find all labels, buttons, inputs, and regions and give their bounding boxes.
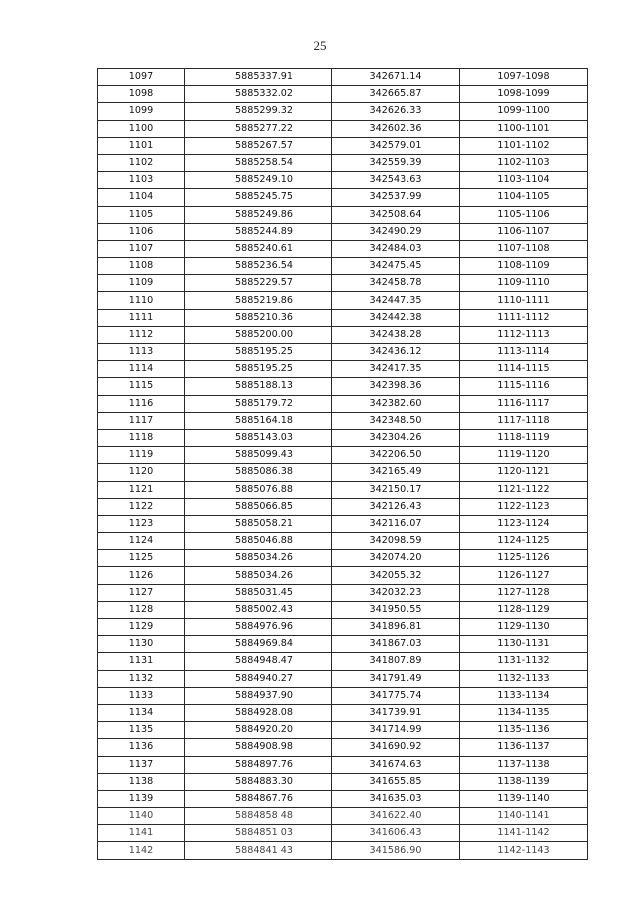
y-coordinate-cell: 342417.35 [332, 361, 460, 378]
segment-cell: 1111-1112 [460, 309, 588, 326]
x-coordinate-cell: 5885143.03 [185, 429, 332, 446]
table-row [98, 515, 588, 532]
y-coordinate-cell: 341775.74 [332, 687, 460, 704]
segment-cell: 1100-1101 [460, 120, 588, 137]
x-coordinate-cell: 5885299.32 [185, 103, 332, 120]
segment-cell: 1142-1143 [460, 842, 588, 859]
y-coordinate-cell: 342304.26 [332, 429, 460, 446]
x-coordinate-cell: 5884928.08 [185, 704, 332, 721]
point-number-cell: 1130 [98, 636, 185, 653]
point-number-cell: 1097 [98, 69, 185, 86]
segment-cell: 1115-1116 [460, 378, 588, 395]
x-coordinate-cell: 5885031.45 [185, 584, 332, 601]
segment-cell: 1133-1134 [460, 687, 588, 704]
table-row [98, 756, 588, 773]
segment-cell: 1129-1130 [460, 619, 588, 636]
segment-cell: 1097-1098 [460, 69, 588, 86]
segment-cell: 1138-1139 [460, 773, 588, 790]
y-coordinate-cell: 341655.85 [332, 773, 460, 790]
x-coordinate-cell: 5885337.91 [185, 69, 332, 86]
segment-cell: 1101-1102 [460, 137, 588, 154]
segment-cell: 1130-1131 [460, 636, 588, 653]
point-number-cell: 1113 [98, 344, 185, 361]
y-coordinate-cell: 342490.29 [332, 223, 460, 240]
y-coordinate-cell: 342436.12 [332, 344, 460, 361]
y-coordinate-cell: 341606.43 [332, 825, 460, 842]
x-coordinate-cell: 5884969.84 [185, 636, 332, 653]
point-number-cell: 1099 [98, 103, 185, 120]
table-row [98, 378, 588, 395]
x-coordinate-cell: 5884883.30 [185, 773, 332, 790]
segment-cell: 1109-1110 [460, 275, 588, 292]
point-number-cell: 1126 [98, 567, 185, 584]
y-coordinate-cell: 342484.03 [332, 240, 460, 257]
point-number-cell: 1118 [98, 429, 185, 446]
segment-cell: 1119-1120 [460, 447, 588, 464]
x-coordinate-cell: 5885076.88 [185, 481, 332, 498]
y-coordinate-cell: 342438.28 [332, 326, 460, 343]
point-number-cell: 1123 [98, 515, 185, 532]
x-coordinate-cell: 5885210.36 [185, 309, 332, 326]
point-number-cell: 1136 [98, 739, 185, 756]
point-number-cell: 1132 [98, 670, 185, 687]
x-coordinate-cell: 5885099.43 [185, 447, 332, 464]
point-number-cell: 1106 [98, 223, 185, 240]
segment-cell: 1136-1137 [460, 739, 588, 756]
point-number-cell: 1117 [98, 412, 185, 429]
x-coordinate-cell: 5885267.57 [185, 137, 332, 154]
table-row [98, 292, 588, 309]
point-number-cell: 1127 [98, 584, 185, 601]
segment-cell: 1125-1126 [460, 550, 588, 567]
y-coordinate-cell: 342206.50 [332, 447, 460, 464]
y-coordinate-cell: 342382.60 [332, 395, 460, 412]
y-coordinate-cell: 342458.78 [332, 275, 460, 292]
point-number-cell: 1122 [98, 498, 185, 515]
page-number: 25 [313, 38, 327, 53]
x-coordinate-cell: 5884851 03 [185, 825, 332, 842]
x-coordinate-cell: 5884940.27 [185, 670, 332, 687]
y-coordinate-cell: 342543.63 [332, 172, 460, 189]
segment-cell: 1135-1136 [460, 722, 588, 739]
point-number-cell: 1133 [98, 687, 185, 704]
table-row [98, 687, 588, 704]
y-coordinate-cell: 341622.40 [332, 808, 460, 825]
x-coordinate-cell: 5884841 43 [185, 842, 332, 859]
y-coordinate-cell: 341714.99 [332, 722, 460, 739]
segment-cell: 1112-1113 [460, 326, 588, 343]
y-coordinate-cell: 342508.64 [332, 206, 460, 223]
segment-cell: 1118-1119 [460, 429, 588, 446]
point-number-cell: 1112 [98, 326, 185, 343]
table-row [98, 412, 588, 429]
point-number-cell: 1135 [98, 722, 185, 739]
segment-cell: 1116-1117 [460, 395, 588, 412]
table-row [98, 498, 588, 515]
x-coordinate-cell: 5885046.88 [185, 533, 332, 550]
point-number-cell: 1134 [98, 704, 185, 721]
table-row [98, 137, 588, 154]
y-coordinate-cell: 341896.81 [332, 619, 460, 636]
coordinates-table [97, 68, 588, 860]
segment-cell: 1126-1127 [460, 567, 588, 584]
x-coordinate-cell: 5885249.10 [185, 172, 332, 189]
y-coordinate-cell: 342126.43 [332, 498, 460, 515]
point-number-cell: 1111 [98, 309, 185, 326]
segment-cell: 1134-1135 [460, 704, 588, 721]
y-coordinate-cell: 342348.50 [332, 412, 460, 429]
table-row [98, 567, 588, 584]
segment-cell: 1105-1106 [460, 206, 588, 223]
table-row [98, 189, 588, 206]
x-coordinate-cell: 5885058.21 [185, 515, 332, 532]
table-row [98, 670, 588, 687]
segment-cell: 1106-1107 [460, 223, 588, 240]
point-number-cell: 1124 [98, 533, 185, 550]
table-row [98, 326, 588, 343]
table-row [98, 120, 588, 137]
y-coordinate-cell: 341807.89 [332, 653, 460, 670]
point-number-cell: 1116 [98, 395, 185, 412]
x-coordinate-cell: 5885188.13 [185, 378, 332, 395]
y-coordinate-cell: 342116.07 [332, 515, 460, 532]
segment-cell: 1103-1104 [460, 172, 588, 189]
point-number-cell: 1107 [98, 240, 185, 257]
segment-cell: 1099-1100 [460, 103, 588, 120]
table-row [98, 550, 588, 567]
y-coordinate-cell: 342475.45 [332, 258, 460, 275]
y-coordinate-cell: 342150.17 [332, 481, 460, 498]
y-coordinate-cell: 341950.55 [332, 601, 460, 618]
x-coordinate-cell: 5885244.89 [185, 223, 332, 240]
table-row [98, 223, 588, 240]
point-number-cell: 1120 [98, 464, 185, 481]
x-coordinate-cell: 5885236.54 [185, 258, 332, 275]
y-coordinate-cell: 341674.63 [332, 756, 460, 773]
point-number-cell: 1114 [98, 361, 185, 378]
coordinates-table-body [98, 69, 588, 860]
table-row [98, 86, 588, 103]
x-coordinate-cell: 5884858 48 [185, 808, 332, 825]
point-number-cell: 1119 [98, 447, 185, 464]
y-coordinate-cell: 341739.91 [332, 704, 460, 721]
y-coordinate-cell: 342447.35 [332, 292, 460, 309]
point-number-cell: 1121 [98, 481, 185, 498]
x-coordinate-cell: 5884937.90 [185, 687, 332, 704]
x-coordinate-cell: 5885277.22 [185, 120, 332, 137]
x-coordinate-cell: 5885195.25 [185, 344, 332, 361]
table-row [98, 103, 588, 120]
segment-cell: 1102-1103 [460, 154, 588, 171]
point-number-cell: 1142 [98, 842, 185, 859]
y-coordinate-cell: 342665.87 [332, 86, 460, 103]
segment-cell: 1132-1133 [460, 670, 588, 687]
table-row [98, 309, 588, 326]
y-coordinate-cell: 341635.03 [332, 790, 460, 807]
segment-cell: 1113-1114 [460, 344, 588, 361]
x-coordinate-cell: 5885034.26 [185, 550, 332, 567]
point-number-cell: 1098 [98, 86, 185, 103]
y-coordinate-cell: 342032.23 [332, 584, 460, 601]
x-coordinate-cell: 5885249.86 [185, 206, 332, 223]
segment-cell: 1137-1138 [460, 756, 588, 773]
table-row [98, 240, 588, 257]
table-row [98, 481, 588, 498]
x-coordinate-cell: 5884908.98 [185, 739, 332, 756]
table-row [98, 601, 588, 618]
segment-cell: 1107-1108 [460, 240, 588, 257]
table-row [98, 395, 588, 412]
point-number-cell: 1137 [98, 756, 185, 773]
table-row [98, 653, 588, 670]
segment-cell: 1114-1115 [460, 361, 588, 378]
x-coordinate-cell: 5885034.26 [185, 567, 332, 584]
segment-cell: 1124-1125 [460, 533, 588, 550]
x-coordinate-cell: 5884867.76 [185, 790, 332, 807]
table-row [98, 344, 588, 361]
point-number-cell: 1105 [98, 206, 185, 223]
x-coordinate-cell: 5885179.72 [185, 395, 332, 412]
table-row [98, 739, 588, 756]
table-row [98, 154, 588, 171]
segment-cell: 1110-1111 [460, 292, 588, 309]
point-number-cell: 1125 [98, 550, 185, 567]
x-coordinate-cell: 5884976.96 [185, 619, 332, 636]
segment-cell: 1108-1109 [460, 258, 588, 275]
point-number-cell: 1131 [98, 653, 185, 670]
segment-cell: 1141-1142 [460, 825, 588, 842]
y-coordinate-cell: 341690.92 [332, 739, 460, 756]
x-coordinate-cell: 5885332.02 [185, 86, 332, 103]
segment-cell: 1117-1118 [460, 412, 588, 429]
y-coordinate-cell: 342442.38 [332, 309, 460, 326]
table-row [98, 533, 588, 550]
point-number-cell: 1139 [98, 790, 185, 807]
segment-cell: 1128-1129 [460, 601, 588, 618]
table-row [98, 447, 588, 464]
table-row [98, 258, 588, 275]
x-coordinate-cell: 5884948.47 [185, 653, 332, 670]
y-coordinate-cell: 342626.33 [332, 103, 460, 120]
segment-cell: 1123-1124 [460, 515, 588, 532]
table-row [98, 429, 588, 446]
x-coordinate-cell: 5885200.00 [185, 326, 332, 343]
point-number-cell: 1104 [98, 189, 185, 206]
table-row [98, 790, 588, 807]
x-coordinate-cell: 5885195.25 [185, 361, 332, 378]
segment-cell: 1120-1121 [460, 464, 588, 481]
point-number-cell: 1109 [98, 275, 185, 292]
y-coordinate-cell: 342165.49 [332, 464, 460, 481]
table-row [98, 584, 588, 601]
y-coordinate-cell: 342579.01 [332, 137, 460, 154]
table-row [98, 619, 588, 636]
y-coordinate-cell: 342398.36 [332, 378, 460, 395]
y-coordinate-cell: 342602.36 [332, 120, 460, 137]
point-number-cell: 1100 [98, 120, 185, 137]
x-coordinate-cell: 5885245.75 [185, 189, 332, 206]
y-coordinate-cell: 342537.99 [332, 189, 460, 206]
segment-cell: 1127-1128 [460, 584, 588, 601]
point-number-cell: 1102 [98, 154, 185, 171]
y-coordinate-cell: 341791.49 [332, 670, 460, 687]
point-number-cell: 1141 [98, 825, 185, 842]
table-row [98, 69, 588, 86]
segment-cell: 1122-1123 [460, 498, 588, 515]
point-number-cell: 1101 [98, 137, 185, 154]
x-coordinate-cell: 5885219.86 [185, 292, 332, 309]
x-coordinate-cell: 5885002.43 [185, 601, 332, 618]
point-number-cell: 1129 [98, 619, 185, 636]
segment-cell: 1139-1140 [460, 790, 588, 807]
x-coordinate-cell: 5885164.18 [185, 412, 332, 429]
x-coordinate-cell: 5885258.54 [185, 154, 332, 171]
point-number-cell: 1108 [98, 258, 185, 275]
y-coordinate-cell: 342074.20 [332, 550, 460, 567]
segment-cell: 1098-1099 [460, 86, 588, 103]
point-number-cell: 1140 [98, 808, 185, 825]
x-coordinate-cell: 5885086.38 [185, 464, 332, 481]
x-coordinate-cell: 5884897.76 [185, 756, 332, 773]
x-coordinate-cell: 5885229.57 [185, 275, 332, 292]
table-row [98, 842, 588, 859]
y-coordinate-cell: 341586.90 [332, 842, 460, 859]
table-row [98, 361, 588, 378]
point-number-cell: 1128 [98, 601, 185, 618]
table-row [98, 275, 588, 292]
table-row [98, 773, 588, 790]
point-number-cell: 1110 [98, 292, 185, 309]
x-coordinate-cell: 5884920.20 [185, 722, 332, 739]
point-number-cell: 1103 [98, 172, 185, 189]
point-number-cell: 1115 [98, 378, 185, 395]
y-coordinate-cell: 342671.14 [332, 69, 460, 86]
table-row [98, 825, 588, 842]
segment-cell: 1104-1105 [460, 189, 588, 206]
x-coordinate-cell: 5885240.61 [185, 240, 332, 257]
y-coordinate-cell: 341867.03 [332, 636, 460, 653]
x-coordinate-cell: 5885066.85 [185, 498, 332, 515]
y-coordinate-cell: 342055.32 [332, 567, 460, 584]
table-row [98, 172, 588, 189]
table-row [98, 636, 588, 653]
table-row [98, 808, 588, 825]
segment-cell: 1131-1132 [460, 653, 588, 670]
point-number-cell: 1138 [98, 773, 185, 790]
table-row [98, 722, 588, 739]
y-coordinate-cell: 342098.59 [332, 533, 460, 550]
segment-cell: 1140-1141 [460, 808, 588, 825]
table-row [98, 704, 588, 721]
table-row [98, 206, 588, 223]
table-row [98, 464, 588, 481]
segment-cell: 1121-1122 [460, 481, 588, 498]
y-coordinate-cell: 342559.39 [332, 154, 460, 171]
